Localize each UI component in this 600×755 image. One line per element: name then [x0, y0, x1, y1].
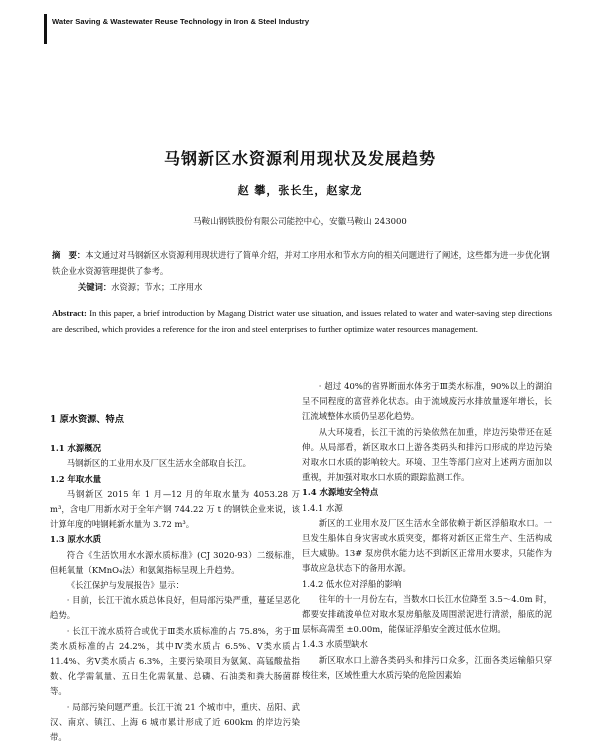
subsection-heading: 1.2 年取水量	[50, 473, 101, 484]
paragraph: · 长江干流水质符合或优于Ⅲ类水质标准的占 75.8%，劣于Ⅲ类水质标准的占 24.2%，其中Ⅳ类水质占 6.5%、Ⅴ类水质占 11.4%、劣Ⅴ类水质占 6.3%，主要污染项目为氨氮、高锰酸盐指数、化学需氧量、五日生化需氧量、总磷、石油类和粪大肠菌群等。	[50, 625, 300, 697]
abstract-zh-label: 摘 要：	[52, 250, 86, 260]
subsection-heading: 1.4 水源地安全特点	[302, 487, 379, 498]
abstract-zh	[52, 247, 552, 279]
paragraph: 《长江保护与发展报告》显示：	[66, 580, 185, 591]
paragraph: · 超过 40%的省界断面水体劣于Ⅲ类水标准，90%以上的湖泊呈不同程度的富营养化状态。由于流域废污水排放量逐年增长，长江流域整体水质仍呈恶化趋势。	[302, 381, 552, 422]
right-column	[302, 379, 552, 683]
paragraph: 新区的工业用水及厂区生活水全部依赖于新区浮船取水口。一旦发生船体自身灾害或水质突变，都将对新区正常生产、生活构成巨大威胁。13# 泵房供水能力达不到新区正常用水要求，只能作为事故应急状态下的备用水源。	[302, 517, 552, 574]
paragraph: 马钢新区 2015 年 1 月—12 月的年取水量为 4053.28 万 m³，含电厂用新水对于全年产钢 744.22 万 t 的钢铁企业来说，该计算年度的吨钢耗新水量为 3.72 m³。	[50, 488, 300, 530]
abstract-en	[52, 305, 552, 337]
keywords-zh-label: 关键词：	[78, 282, 112, 292]
journal-header: Water Saving & Wastewater Reuse Technology in Iron & Steel Industry	[52, 17, 310, 26]
abstract-en-text: In this paper, a brief introduction by Magang District water use situation, and issues related to water and water-saving step directions are described, which provides a reference for the iron and steel enterprises to further optimize water resources management.	[52, 308, 552, 334]
article-title: 马钢新区水资源利用现状及发展趋势	[163, 149, 436, 168]
paragraph: 从大环境看，长江干流的污染依然在加重，岸边污染带还在延伸。从局部看，新区取水口上游各类码头和排污口形成的岸边污染对取水口水质的影响较大。环境、卫生等部门应对上述两方面加以重视，并加强对取水口水质的跟踪监测工作。	[302, 426, 552, 483]
keywords-zh	[78, 281, 202, 293]
subsection-heading: 1.3 原水水质	[50, 534, 101, 545]
paragraph: 符合《生活饮用水水源水质标准》(CJ 3020-93）二级标准，但耗氧量（KMnO₄法）和氨氮指标呈现上升趋势。	[50, 549, 300, 575]
paragraph: 马钢新区的工业用水及厂区生活水全部取自长江。	[66, 458, 252, 469]
subsubsection-heading: 1.4.2 低水位对浮船的影响	[302, 578, 402, 589]
section-heading: 1 原水资源、特点	[50, 414, 124, 425]
article-affiliation: 马鞍山钢铁股份有限公司能控中心，安徽马鞍山 243000	[193, 217, 407, 227]
abstract-en-label: Abstract:	[52, 308, 87, 318]
paragraph: 新区取水口上游各类码头和排污口众多，江面各类运输船只穿梭往来，区域性重大水质污染的危险因素始	[302, 654, 552, 680]
subsubsection-heading: 1.4.3 水质型缺水	[302, 639, 368, 650]
left-column	[50, 379, 300, 745]
subsubsection-heading: 1.4.1 水源	[302, 502, 343, 513]
keywords-zh-text: 水资源；节水；工序用水	[111, 282, 203, 292]
paragraph: 往年的十一月份左右，当数水口长江水位降至 3.5～4.0m 时，都要安排疏浚单位对取水泵房船舷及周围淤泥进行清淤，船底的泥层标高需至 ±0.00m，能保证浮船安全渡过低水位期。	[302, 593, 552, 635]
header-rule	[44, 14, 47, 44]
paragraph: · 局部污染问题严重。长江干流 21 个城市中，重庆、岳阳、武汉、南京、镇江、上海 6 城市累计形成了近 600km 的岸边污染带。	[50, 701, 300, 743]
article-authors: 赵 攀，张长生，赵家龙	[237, 184, 363, 197]
subsection-heading: 1.1 水源概况	[50, 443, 101, 454]
paragraph: · 目前，长江干流水质总体良好，但局部污染严重，蔓延呈恶化趋势。	[50, 595, 300, 621]
abstract-zh-text: 本文通过对马钢新区水资源利用现状进行了简单介绍，并对工序用水和节水方向的相关问题进行了阐述，这些都为进一步优化钢铁企业水资源管理提供了参考。	[52, 250, 550, 276]
